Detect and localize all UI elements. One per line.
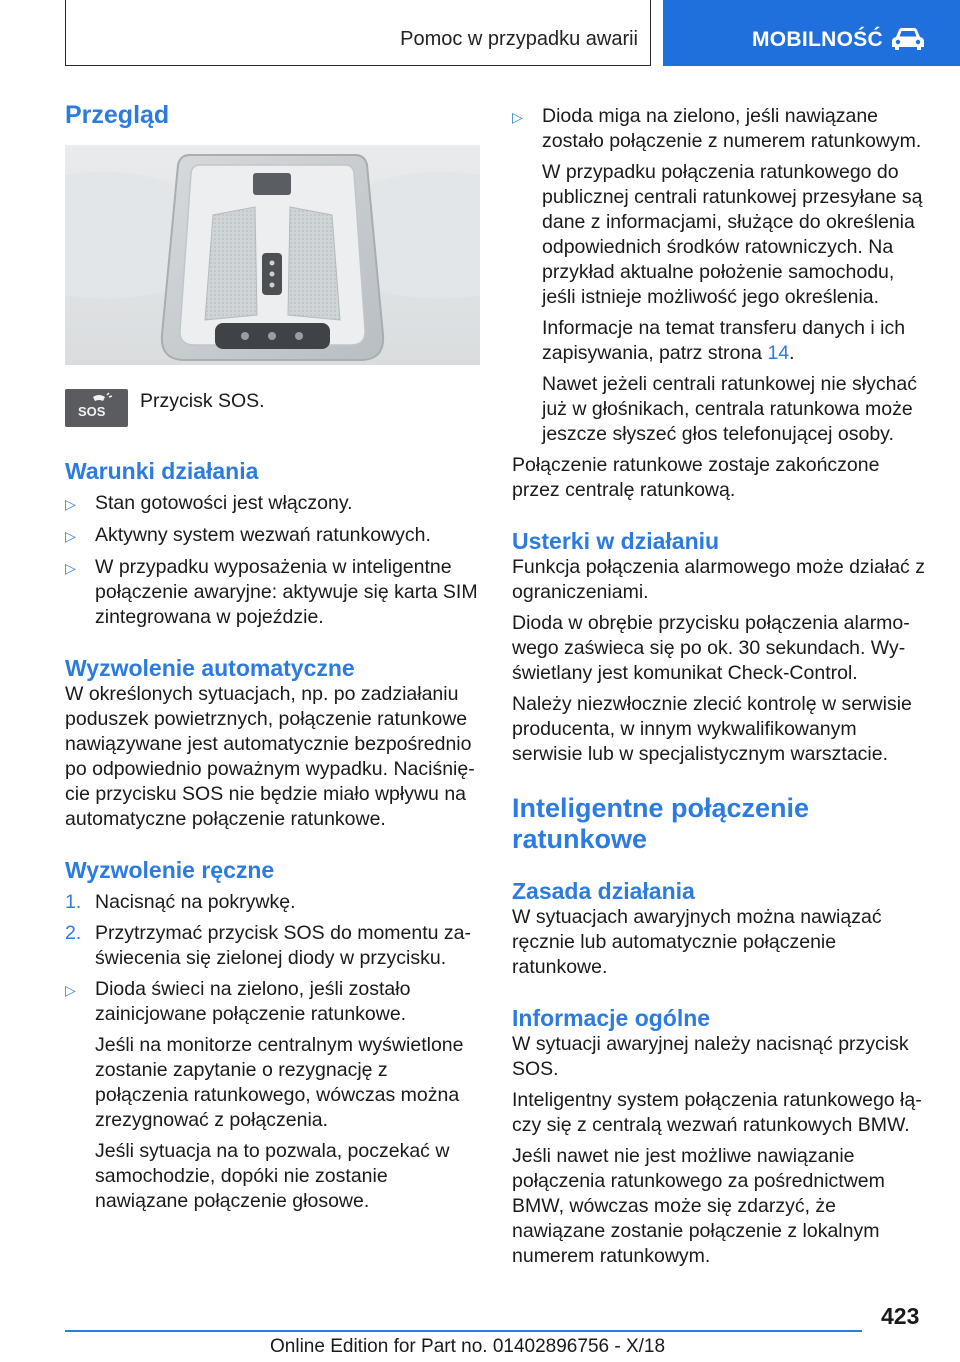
header-section-box: [65, 0, 651, 66]
footer-edition: Online Edition for Part no. 01402896756 - X/18: [270, 1336, 666, 1357]
triangle-bullet-icon: ▷: [65, 528, 76, 544]
car-icon: [891, 27, 925, 51]
blink-list: [512, 104, 928, 447]
blink-text-part: Informacje na temat transferu danych i ich zapisywania, patrz strona: [542, 317, 906, 364]
general-text: W sytuacji awaryjnej należy nacisnąć przycisk SOS.: [512, 1033, 909, 1080]
faults-text: Należy niezwłocznie zlecić kontrolę w serwisie producenta, w innym wykwalifikowanym serwisie lub w specjalistycznym warsztacie.: [512, 693, 912, 765]
step-text: Nacisnąć na pokrywkę.: [95, 891, 296, 913]
smart-call-heading-line: ratunkowe: [512, 824, 648, 854]
general-heading: Informacje ogólne: [512, 1005, 711, 1031]
smart-call-heading: [512, 793, 928, 855]
blink-text: Nawet jeżeli centrali ratunkowej nie słychać już w głośnikach, centrala ratunkowa może jeszcze słyszeć głos telefonującej osoby.: [542, 373, 918, 445]
footer-divider: [65, 1330, 862, 1332]
principle-heading: Zasada działania: [512, 878, 695, 904]
triangle-bullet-icon: ▷: [65, 560, 76, 576]
header-section-title: Pomoc w przypadku awarii: [400, 28, 638, 50]
list-item-text: Aktywny system wezwań ratunkowych.: [95, 524, 431, 546]
manual-steps-list: [65, 890, 480, 971]
list-item: [65, 890, 480, 915]
list-item: [65, 523, 480, 549]
list-item: [65, 491, 480, 517]
manual-trigger-heading: Wyzwolenie ręczne: [65, 857, 275, 883]
list-item-text: W przypadku wyposażenia w inteligentne połączenie awaryjne: aktywuje się karta SIM zintegrowana w pojeździe.: [95, 556, 478, 628]
blink-text: W przypadku połączenia ratunkowego do publicznej centrali ratunkowej przesyłane są dane z informacjami, służące do określenia odpowiednich środków ratowniczych. Na przykład aktualne położenie samochodu, jeśli istnieje możliwość jego określenia.: [542, 161, 923, 308]
faults-text: Dioda w obrębie przycisku połączenia alarmowego zaświeca się po ok. 30 sekundach. Wyświetlany jest komunikat Check-Control.: [512, 612, 910, 684]
blink-text-part: .: [789, 342, 795, 364]
result-text: Jeśli sytuacja na to pozwala, poczekać w samochodzie, dopóki nie zostanie nawiązane połączenie głosowe.: [95, 1140, 450, 1212]
overview-heading: Przegląd: [65, 101, 170, 129]
triangle-bullet-icon: ▷: [65, 496, 76, 512]
sos-label: SOS: [78, 404, 106, 419]
conditions-list: [65, 491, 480, 630]
list-item: [65, 921, 480, 971]
sos-caption-row: [65, 389, 480, 427]
header-chapter-title: MOBILNOŚĆ: [752, 28, 884, 51]
page-number: 423: [881, 1303, 920, 1329]
triangle-bullet-icon: ▷: [65, 982, 76, 998]
list-item: [65, 555, 480, 630]
smart-call-heading-line: Inteligentne połączenie: [512, 793, 810, 823]
list-item-body: [95, 977, 480, 1214]
auto-trigger-heading: Wyzwolenie automatyczne: [65, 655, 355, 681]
list-item-text: Stan gotowości jest włączony.: [95, 492, 353, 514]
faults-heading: Usterki w działaniu: [512, 528, 720, 554]
list-item: [65, 977, 480, 1214]
list-item: [512, 104, 928, 447]
triangle-bullet-icon: ▷: [512, 109, 523, 125]
right-column: [512, 100, 928, 1269]
general-text: Jeśli nawet nie jest możliwe nawiązanie połączenia ratunkowego za pośrednictwem BMW, wówczas może się zdarzyć, że nawiązane zostanie połączenie z lokalnym numerem ratunkowym.: [512, 1145, 885, 1267]
auto-trigger-text: W określonych sytuacjach, np. po zadziałaniu poduszek powietrznych, połączenie ratunkowe nawiązywane jest automatycznie bezpośrednio po odpowiednio poważnym wypadku. Naciśnięcie przycisku SOS nie będzie miało wpływu na automatyczne połączenie ratunkowe.: [65, 683, 475, 830]
step-number: 1.: [65, 891, 82, 913]
faults-text: Funkcja połączenia alarmowego może działać z ograniczeniami.: [512, 556, 925, 603]
end-text: Połączenie ratunkowe zostaje zakończone przez centralę ratunkową.: [512, 454, 880, 501]
roof-console-photo: [65, 145, 480, 365]
header-chapter-tab: [663, 0, 960, 66]
page-link[interactable]: 14: [767, 342, 790, 364]
roof-console-illustration: [65, 145, 480, 365]
blink-text: Dioda miga na zielono, jeśli nawiązane zostało połączenie z numerem ratunkowym.: [542, 105, 922, 152]
conditions-heading: Warunki działania: [65, 458, 259, 484]
list-item-body: [542, 104, 928, 447]
step-number: 2.: [65, 922, 82, 944]
blink-text: [542, 316, 928, 366]
sos-button-icon: [65, 389, 128, 427]
result-text: Dioda świeci na zielono, jeśli zostało zainicjowane połączenie ratunkowe.: [95, 978, 411, 1025]
sos-caption: Przycisk SOS.: [140, 390, 265, 412]
left-column: [65, 100, 480, 1214]
general-text: Inteligentny system połączenia ratunkowego łączy się z centralą wezwań ratunkowych BMW.: [512, 1089, 922, 1136]
manual-result-list: [65, 977, 480, 1214]
step-text: Przytrzymać przycisk SOS do momentu zaświecenia się zielonej diody w przycisku.: [95, 922, 472, 969]
principle-text: W sytuacjach awaryjnych można nawiązać ręcznie lub automatycznie połączenie ratunkowe.: [512, 906, 882, 978]
result-text: Jeśli na monitorze centralnym wyświetlone zostanie zapytanie o rezygnację z połączenia ratunkowego, wówczas można zrezygnować z połączenia.: [95, 1034, 464, 1131]
